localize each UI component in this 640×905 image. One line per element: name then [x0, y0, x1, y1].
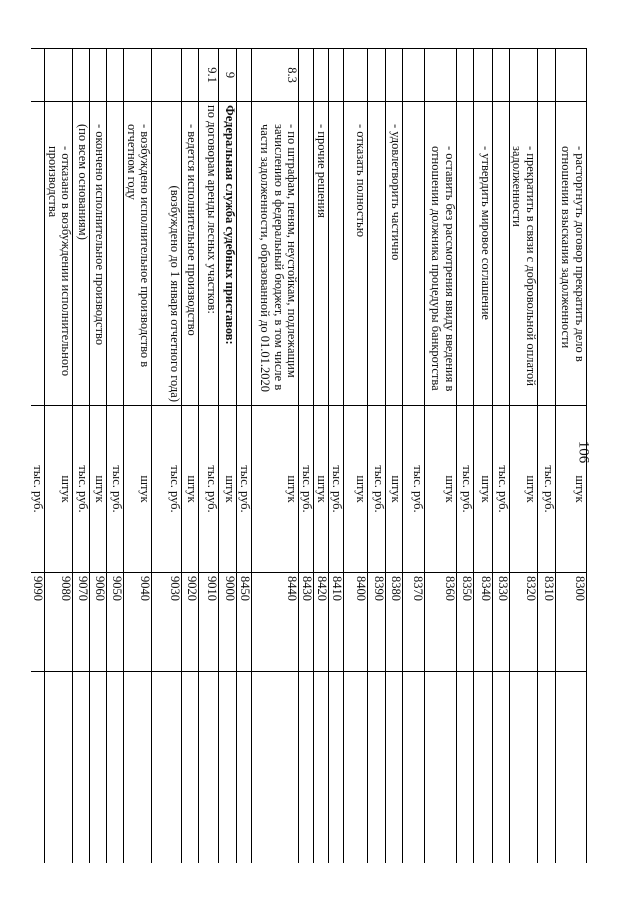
row-unit: тыс. руб.: [31, 406, 45, 573]
table-row: [368, 49, 386, 864]
row-number: [403, 49, 425, 102]
row-number: [386, 49, 403, 102]
row-line-code: 8310: [538, 573, 556, 672]
row-unit: штук: [45, 406, 73, 573]
table-row: [107, 49, 124, 864]
row-indicator-name: (возбуждено до 1 января отчетного года): [152, 102, 182, 406]
row-number: 8.3: [252, 49, 299, 102]
row-number: [182, 49, 199, 102]
row-unit: штук: [510, 406, 538, 573]
table-row: [299, 49, 314, 864]
row-value-cell: [386, 672, 403, 864]
row-line-code: 9080: [45, 573, 73, 672]
row-indicator-name: [107, 102, 124, 406]
page-number: 106: [575, 440, 592, 464]
row-line-code: 8410: [329, 573, 344, 672]
row-indicator-name: [368, 102, 386, 406]
table-row: [182, 49, 199, 864]
table-row: [90, 49, 107, 864]
row-value-cell: [329, 672, 344, 864]
row-value-cell: [425, 672, 457, 864]
row-line-code: 9000: [219, 573, 237, 672]
row-value-cell: [368, 672, 386, 864]
row-indicator-name: [493, 102, 510, 406]
row-unit: тыс. руб.: [73, 406, 90, 573]
row-indicator-name: - возбуждено исполнительное производство в отчетном году: [124, 102, 152, 406]
table-row: [199, 49, 219, 864]
row-indicator-name: - удовлетворить частично: [386, 102, 403, 406]
row-line-code: 9090: [31, 573, 45, 672]
row-number: [329, 49, 344, 102]
row-indicator-name: (по всем основаниям): [73, 102, 90, 406]
row-line-code: 9050: [107, 573, 124, 672]
row-indicator-name: [237, 102, 252, 406]
row-indicator-name: Федеральная служба судебных приставов:: [219, 102, 237, 406]
row-unit: штук: [556, 406, 587, 573]
row-indicator-name: [457, 102, 474, 406]
row-unit: тыс. руб.: [199, 406, 219, 573]
row-value-cell: [403, 672, 425, 864]
table-row: [73, 49, 90, 864]
row-value-cell: [556, 672, 587, 864]
row-line-code: 8300: [556, 573, 587, 672]
row-line-code: 8420: [314, 573, 329, 672]
row-value-cell: [457, 672, 474, 864]
row-indicator-name: - утвердить мировое соглашение: [474, 102, 493, 406]
table-row: [538, 49, 556, 864]
table-row: [425, 49, 457, 864]
table-row: [329, 49, 344, 864]
row-line-code: 8370: [403, 573, 425, 672]
row-number: [45, 49, 73, 102]
row-number: [556, 49, 587, 102]
row-indicator-name: по договорам аренды лесных участков:: [199, 102, 219, 406]
row-unit: штук: [474, 406, 493, 573]
row-number: [538, 49, 556, 102]
row-unit: тыс. руб.: [403, 406, 425, 573]
row-line-code: 8390: [368, 573, 386, 672]
table-row: [237, 49, 252, 864]
row-unit: штук: [124, 406, 152, 573]
row-value-cell: [493, 672, 510, 864]
row-value-cell: [45, 672, 73, 864]
row-value-cell: [152, 672, 182, 864]
row-line-code: 8320: [510, 573, 538, 672]
row-unit: тыс. руб.: [493, 406, 510, 573]
row-line-code: 9070: [73, 573, 90, 672]
table-row: [31, 49, 45, 864]
row-line-code: 8450: [237, 573, 252, 672]
row-value-cell: [124, 672, 152, 864]
row-number: [237, 49, 252, 102]
row-line-code: 9030: [152, 573, 182, 672]
rotated-table-container: [31, 48, 587, 863]
row-value-cell: [73, 672, 90, 864]
row-number: [510, 49, 538, 102]
row-number: 9: [219, 49, 237, 102]
table-row: [403, 49, 425, 864]
row-unit: тыс. руб.: [299, 406, 314, 573]
row-indicator-name: - оставить без рассмотрения ввиду введения в отношении должника процедуры банкротства: [425, 102, 457, 406]
row-unit: штук: [344, 406, 368, 573]
row-unit: штук: [425, 406, 457, 573]
row-unit: тыс. руб.: [368, 406, 386, 573]
row-line-code: 8360: [425, 573, 457, 672]
table-row: [124, 49, 152, 864]
table-row: [510, 49, 538, 864]
table-row: [45, 49, 73, 864]
row-value-cell: [182, 672, 199, 864]
row-number: [107, 49, 124, 102]
row-unit: штук: [314, 406, 329, 573]
table-row: [493, 49, 510, 864]
row-line-code: 9010: [199, 573, 219, 672]
row-line-code: 8400: [344, 573, 368, 672]
row-unit: тыс. руб.: [538, 406, 556, 573]
table-row: [152, 49, 182, 864]
row-number: [493, 49, 510, 102]
table-row: [556, 49, 587, 864]
report-table: [31, 48, 587, 863]
row-indicator-name: - по штрафам, пеням, неустойкам, подлежащим зачислению в федеральный бюджет, в том числе в части задолженности, образованной до 01.01.2020: [252, 102, 299, 406]
row-unit: тыс. руб.: [237, 406, 252, 573]
row-unit: штук: [219, 406, 237, 573]
row-unit: тыс. руб.: [457, 406, 474, 573]
row-unit: тыс. руб.: [329, 406, 344, 573]
row-number: [344, 49, 368, 102]
row-indicator-name: [403, 102, 425, 406]
row-value-cell: [510, 672, 538, 864]
row-indicator-name: [31, 102, 45, 406]
row-indicator-name: - отказать полностью: [344, 102, 368, 406]
table-row: [386, 49, 403, 864]
row-number: [73, 49, 90, 102]
row-number: 9.1: [199, 49, 219, 102]
row-indicator-name: - окончено исполнительное производство: [90, 102, 107, 406]
table-row: [252, 49, 299, 864]
row-indicator-name: [329, 102, 344, 406]
row-value-cell: [107, 672, 124, 864]
row-number: [31, 49, 45, 102]
row-number: [299, 49, 314, 102]
row-unit: тыс. руб.: [152, 406, 182, 573]
row-indicator-name: - расторгнуть договор прекратить дело в отношении взыскания задолженности: [556, 102, 587, 406]
row-number: [457, 49, 474, 102]
row-unit: штук: [252, 406, 299, 573]
row-unit: штук: [386, 406, 403, 573]
row-line-code: 8330: [493, 573, 510, 672]
row-indicator-name: - отказано в возбуждении исполнительного производства: [45, 102, 73, 406]
row-value-cell: [237, 672, 252, 864]
row-number: [124, 49, 152, 102]
row-number: [152, 49, 182, 102]
row-unit: тыс. руб.: [107, 406, 124, 573]
table-row: [344, 49, 368, 864]
row-value-cell: [90, 672, 107, 864]
row-value-cell: [538, 672, 556, 864]
table-row: [457, 49, 474, 864]
row-number: [314, 49, 329, 102]
row-line-code: 8430: [299, 573, 314, 672]
row-indicator-name: - ведется исполнительное производство: [182, 102, 199, 406]
row-value-cell: [31, 672, 45, 864]
row-value-cell: [474, 672, 493, 864]
row-line-code: 8380: [386, 573, 403, 672]
row-indicator-name: - прочие решения: [314, 102, 329, 406]
rotated-table-area: [31, 48, 587, 863]
row-number: [368, 49, 386, 102]
table-row: [314, 49, 329, 864]
row-number: [425, 49, 457, 102]
row-value-cell: [344, 672, 368, 864]
row-indicator-name: [299, 102, 314, 406]
row-indicator-name: [538, 102, 556, 406]
table-row: [474, 49, 493, 864]
row-line-code: 8350: [457, 573, 474, 672]
row-unit: штук: [90, 406, 107, 573]
table-row: [219, 49, 237, 864]
row-indicator-name: - прекратить в связи с добровольной оплатой задолженности: [510, 102, 538, 406]
row-number: [474, 49, 493, 102]
row-line-code: 9040: [124, 573, 152, 672]
row-value-cell: [199, 672, 219, 864]
row-line-code: 9060: [90, 573, 107, 672]
row-number: [90, 49, 107, 102]
table-body: [31, 49, 587, 864]
row-value-cell: [252, 672, 299, 864]
row-line-code: 8440: [252, 573, 299, 672]
row-value-cell: [219, 672, 237, 864]
row-value-cell: [299, 672, 314, 864]
row-line-code: 9020: [182, 573, 199, 672]
row-unit: штук: [182, 406, 199, 573]
row-value-cell: [314, 672, 329, 864]
row-line-code: 8340: [474, 573, 493, 672]
